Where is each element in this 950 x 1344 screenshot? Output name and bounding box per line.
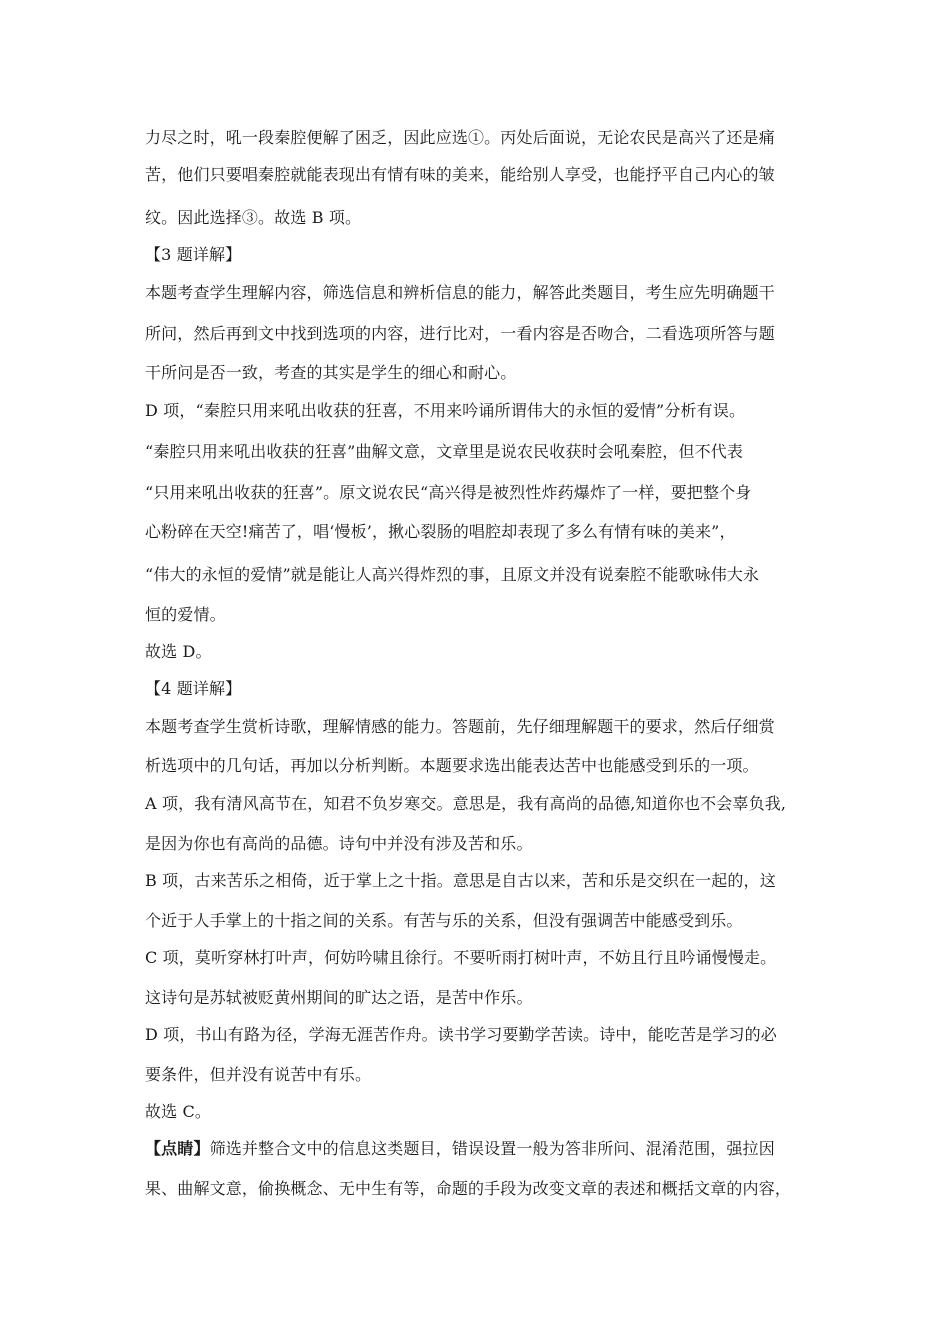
text-line: 要条件，但并没有说苦中有乐。 xyxy=(145,1065,372,1084)
text-line: D 项，书山有路为径，学海无涯苦作舟。读书学习要勤学苦读。诗中，能吃苦是学习的必 xyxy=(145,1025,777,1044)
text-line: 这诗句是苏轼被贬黄州期间的旷达之语，是苦中作乐。 xyxy=(145,988,533,1007)
text-line: 析选项中的几句话，再加以分析判断。本题要求选出能表达苦中也能感受到乐的一项。 xyxy=(145,756,759,775)
text-line: 恒的爱情。 xyxy=(145,605,226,624)
text-line: 本题考查学生赏析诗歌，理解情感的能力。答题前，先仔细理解题干的要求，然后仔细赏 xyxy=(145,717,775,736)
text-line: 本题考查学生理解内容，筛选信息和辨析信息的能力，解答此类题目，考生应先明确题干 xyxy=(145,283,775,302)
section-heading: 【4 题详解】 xyxy=(145,679,242,698)
text-line: 所问，然后再到文中找到选项的内容，进行比对，一看内容是否吻合，二看选项所答与题 xyxy=(145,324,775,343)
note-label: 【点睛】 xyxy=(145,1139,210,1158)
text-line: 心粉碎在天空!痛苦了，唱‘慢板’，揪心裂肠的唱腔却表现了多么有情有味的美来”， xyxy=(145,522,736,541)
text-line: 果、曲解文意，偷换概念、无中生有等，命题的手段为改变文章的表述和概括文章的内容， xyxy=(145,1179,792,1198)
text-line: 故选 C。 xyxy=(145,1102,212,1121)
text-line: 纹。因此选择③。故选 B 项。 xyxy=(145,208,362,227)
text-line: 故选 D。 xyxy=(145,642,212,661)
text-line: A 项，我有清风高节在，知君不负岁寒交。意思是，我有高尚的品德,知道你也不会辜负我, xyxy=(145,794,787,813)
note-text: 筛选并整合文中的信息这类题目，错误设置一般为答非所问、混淆范围，强拉因 xyxy=(209,1139,775,1158)
text-line: B 项，古来苦乐之相倚，近于掌上之十指。意思是自古以来，苦和乐是交织在一起的，这 xyxy=(145,871,776,890)
text-line: C 项，莫听穿林打叶声，何妨吟啸且徐行。不要听雨打树叶声，不妨且行且吟诵慢慢走。 xyxy=(145,948,777,967)
text-line: “只用来吼出收获的狂喜”。原文说农民“高兴得是被烈性炸药爆炸了一样，要把整个身 xyxy=(145,483,752,502)
text-line: 苦，他们只要唱秦腔就能表现出有情有味的美来，能给别人享受，也能抒平自己内心的皱 xyxy=(145,165,775,184)
text-line: 力尽之时，吼一段秦腔便解了困乏，因此应选①。丙处后面说，无论农民是高兴了还是痛 xyxy=(145,128,775,147)
note-line xyxy=(145,1138,815,1160)
text-line: 个近于人手掌上的十指之间的关系。有苦与乐的关系，但没有强调苦中能感受到乐。 xyxy=(145,911,743,930)
text-line: 是因为你也有高尚的品德。诗句中并没有涉及苦和乐。 xyxy=(145,834,533,853)
text-line: D 项，“秦腔只用来吼出收获的狂喜，不用来吟诵所谓伟大的永恒的爱情”分析有误。 xyxy=(145,401,746,420)
section-heading: 【3 题详解】 xyxy=(145,245,242,264)
text-line: “伟大的永恒的爱情”就是能让人高兴得炸烈的事，且原文并没有说秦腔不能歌咏伟大永 xyxy=(145,565,760,584)
text-line: “秦腔只用来吼出收获的狂喜”曲解文意，文章里是说农民收获时会吼秦腔，但不代表 xyxy=(145,442,744,461)
text-line: 干所问是否一致，考查的其实是学生的细心和耐心。 xyxy=(145,363,517,382)
